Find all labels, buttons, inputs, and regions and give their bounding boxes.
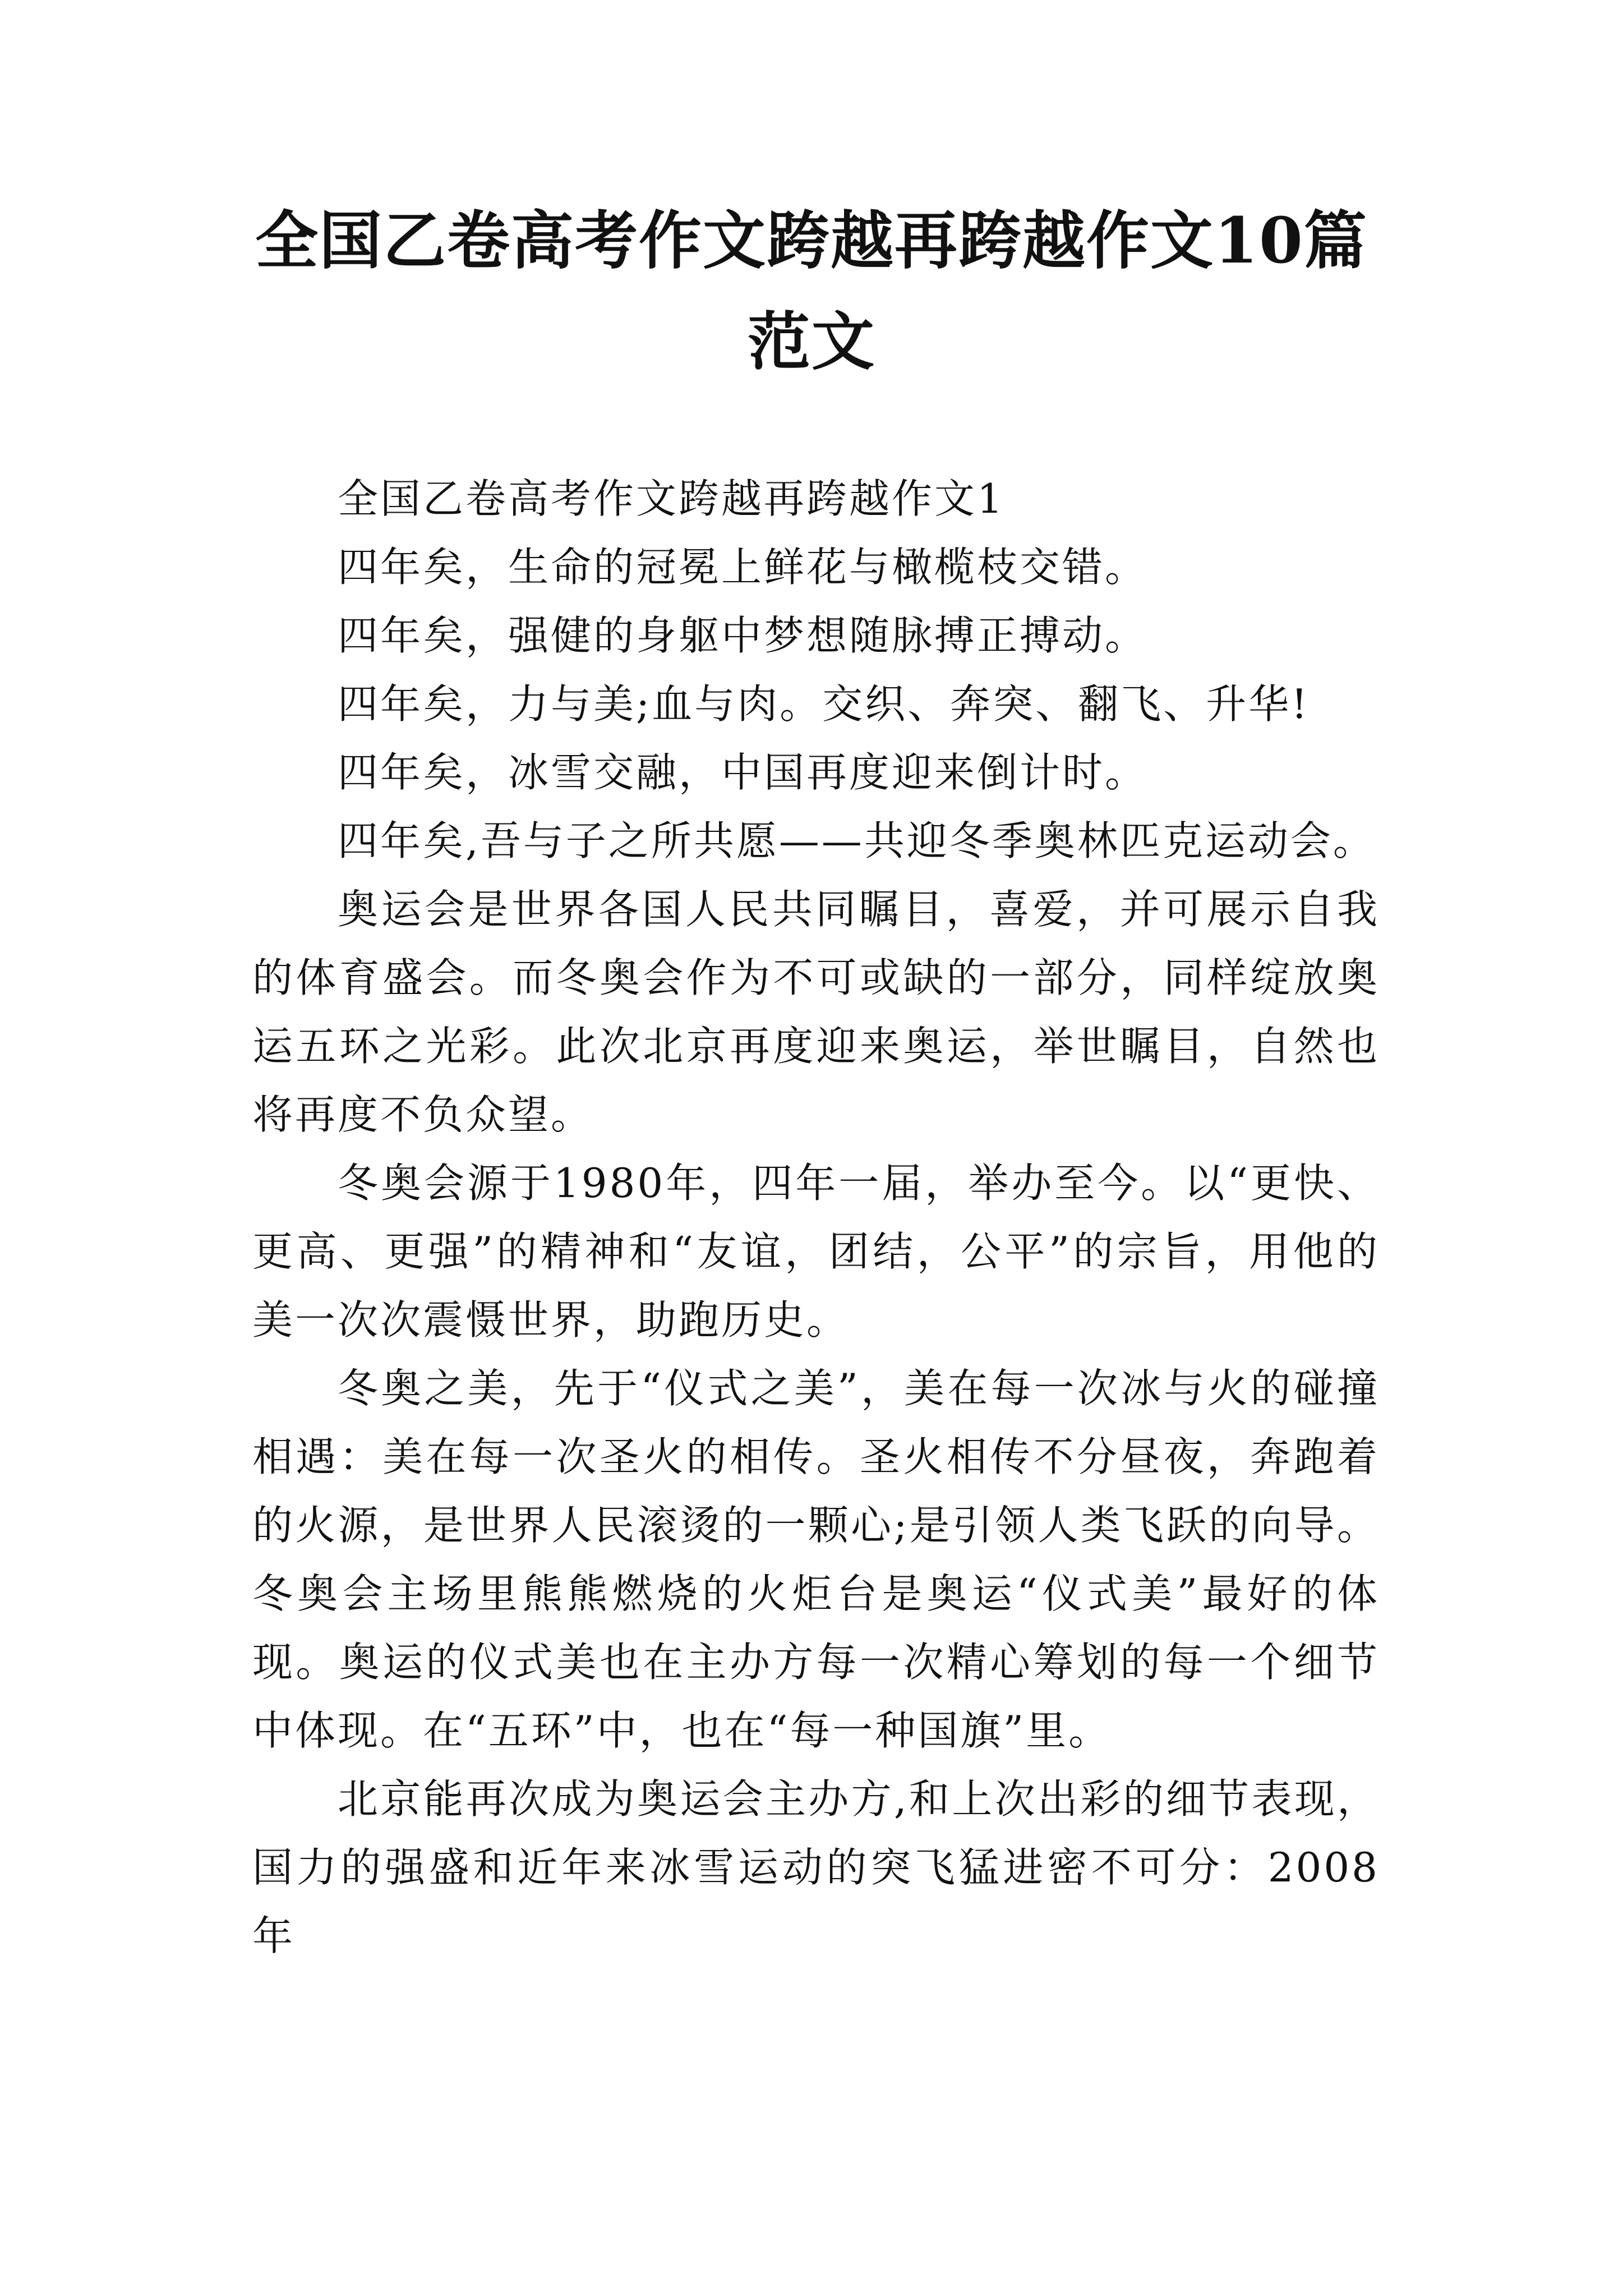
paragraph: 四年矣，强健的身躯中梦想随脉搏正搏动。 [338, 612, 1148, 659]
paragraph: 四年矣,吾与子之所共愿——共迎冬季奥林匹克运动会。 [338, 817, 1376, 864]
paragraph: 北京能再次成为奥运会主办方,和上次出彩的细节表现，国力的强盛和近年来冰雪运动的突飞猛进密不可分：2008年 [252, 1775, 1380, 1959]
paragraph-heading-1: 全国乙卷高考作文跨越再跨越作文1 [338, 475, 1005, 522]
document-body [252, 464, 1380, 1970]
document-title: 全国乙卷高考作文跨越再跨越作文10篇范文 [255, 204, 1368, 379]
paragraph: 四年矣，力与美;血与肉。交织、奔突、翻飞、升华! [338, 680, 1310, 728]
paragraph: 四年矣，冰雪交融，中国再度迎来倒计时。 [338, 749, 1148, 796]
paragraph: 四年矣，生命的冠冕上鲜花与橄榄枝交错。 [338, 544, 1148, 591]
paragraph: 冬奥会源于1980年，四年一届，举办至今。以“更快、更高、更强”的精神和“友谊，团结，公平”的宗旨，用他的美一次次震慑世界，助跑历史。 [252, 1159, 1380, 1343]
paragraph: 奥运会是世界各国人民共同瞩目，喜爱，并可展示自我的体育盛会。而冬奥会作为不可或缺的一部分，同样绽放奥运五环之光彩。此次北京再度迎来奥运，举世瞩目，自然也将再度不负众望。 [252, 886, 1380, 1138]
paragraph: 冬奥之美，先于“仪式之美”，美在每一次冰与火的碰撞相遇：美在每一次圣火的相传。圣火相传不分昼夜，奔跑着的火源，是世界人民滚烫的一颗心;是引领人类飞跃的向导。冬奥会主场里熊熊燃烧的火炬台是奥运“仪式美”最好的体现。奥运的仪式美也在主办方每一次精心筹划的每一个细节中体现。在“五环”中，也在“每一种国旗”里。 [252, 1365, 1380, 1754]
